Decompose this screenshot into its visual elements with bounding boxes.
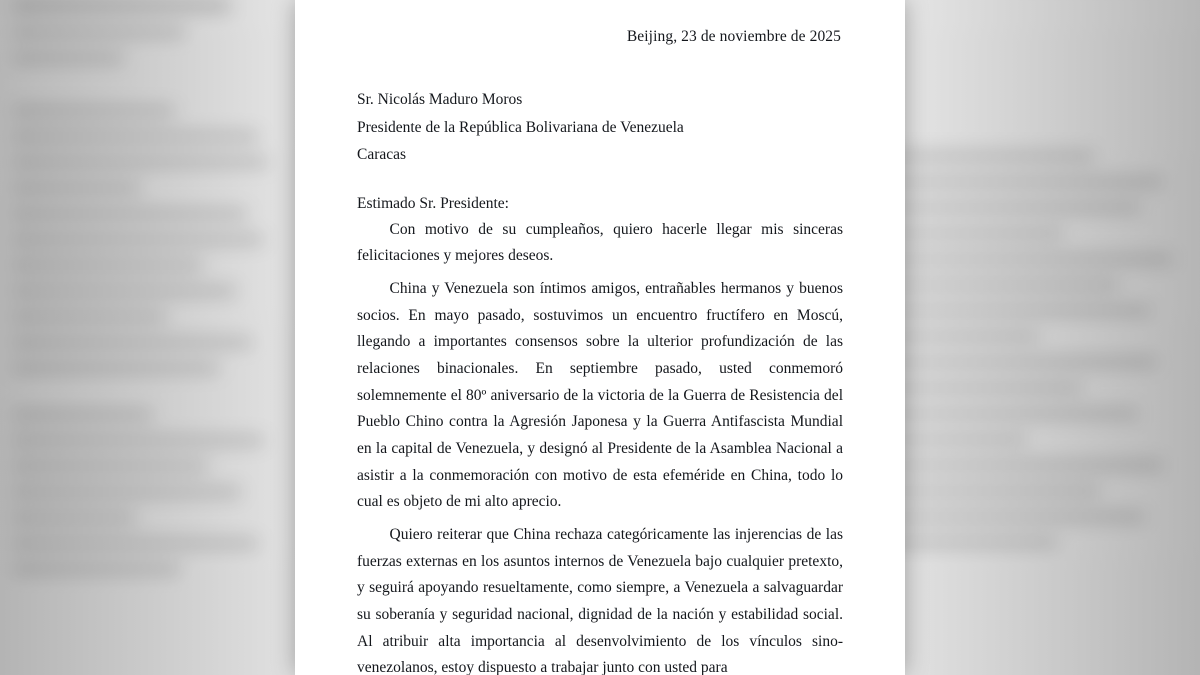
letter-content (295, 0, 905, 675)
recipient-line-3: Caracas (357, 146, 407, 164)
body-paragraph-2: China y Venezuela son íntimos amigos, entrañables hermanos y buenos socios. En mayo pasado, sostuvimos un encuentro fructífero en Moscú, llegando a importantes consensos sobre la ulterior profundización de las relaciones binacionales. En septiembre pasado, usted conmemoró solemnemente el 80º aniversario de la victoria de la Guerra de Resistencia del Pueblo Chino contra la Agresión Japonesa y la Guerra Antifascista Mundial en la capital de Venezuela, y designó al Presidente de la Asamblea Nacional a asistir a la conmemoración con motivo de esta efeméride en China, todo lo cual es objeto de mi alto aprecio. (357, 280, 843, 511)
date-line: Beijing, 23 de noviembre de 2025 (626, 28, 841, 45)
recipient-block (357, 86, 843, 169)
recipient-line-2: Presidente de la República Bolivariana de Venezuela (357, 118, 684, 136)
letter-page (295, 0, 905, 675)
body-paragraph-3: Quiero reiterar que China rechaza categóricamente las injerencias de las fuerzas externas en los asuntos internos de Venezuela bajo cualquier pretexto, y seguirá apoyando resueltamente, como siempre, a Venezuela a salvaguardar su soberanía y seguridad nacional, dignidad de la nación y estabilidad social. Al atribuir alta importancia al desenvolvimiento de los vínculos sino-venezolanos, estoy dispuesto a trabajar junto con usted para (357, 525, 843, 675)
salutation: Estimado Sr. Presidente: (357, 194, 509, 212)
backdrop-text-left (13, 0, 291, 590)
recipient-line-1: Sr. Nicolás Maduro Moros (357, 91, 523, 108)
backdrop-text-right (878, 0, 1187, 564)
body-paragraph-1: Con motivo de su cumpleaños, quiero hacerle llegar mis sinceras felicitaciones y mejores deseos. (357, 220, 843, 265)
